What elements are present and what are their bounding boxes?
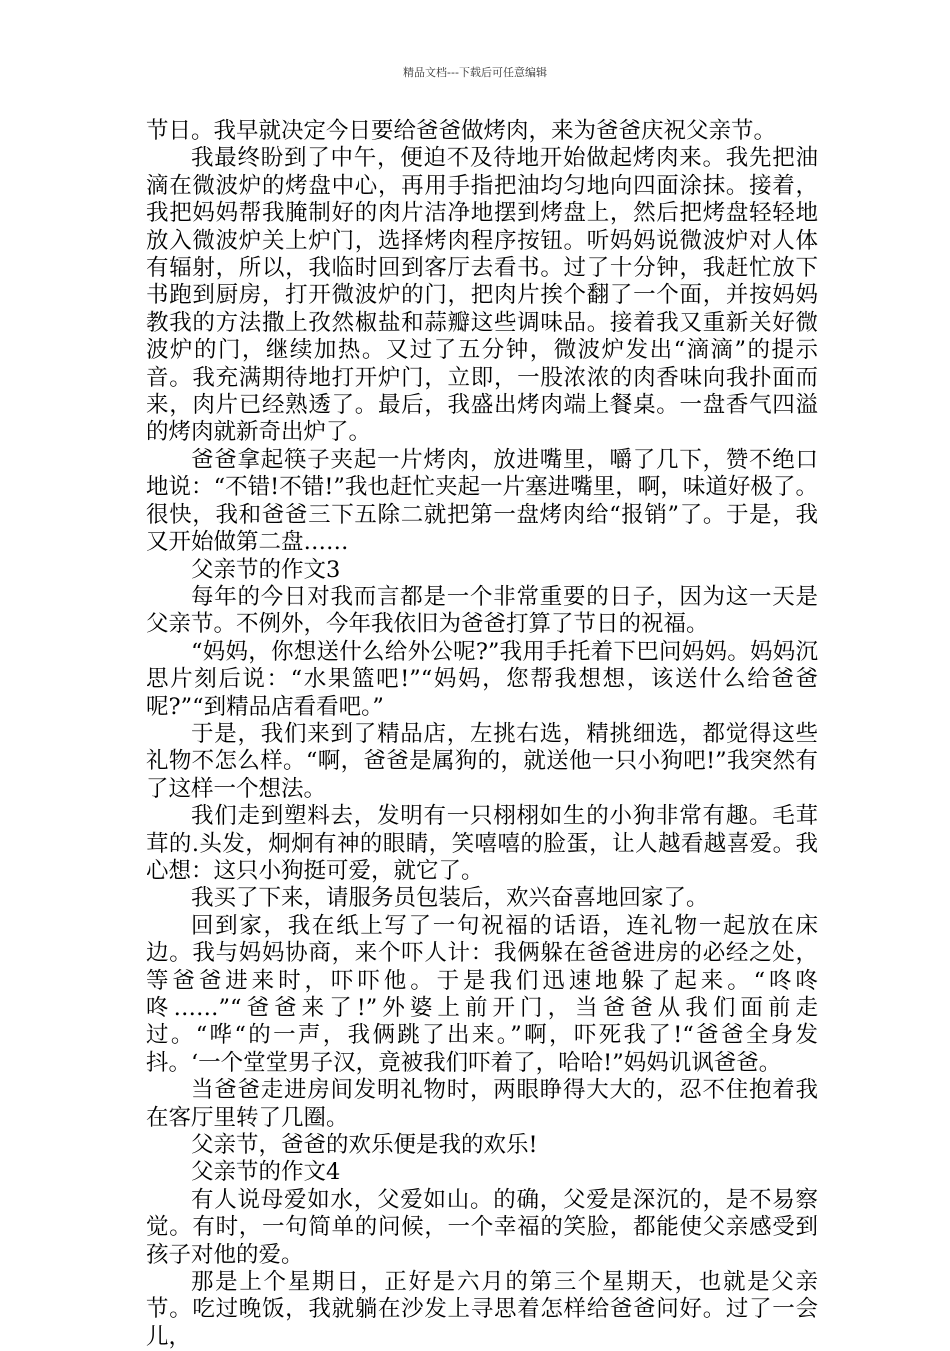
paragraph: 节日。我早就决定今日要给爸爸做烤肉，来为爸爸庆祝父亲节。 [146, 118, 777, 144]
paragraph: 于是，我们来到了精品店，左挑右选，精挑细选，都觉得这些礼物不怎么样。“啊，爸爸是属狗的，就送他一只小狗吧!”我突然有了这样一个想法。 [146, 720, 818, 802]
paragraph: 回到家，我在纸上写了一句祝福的话语，连礼物一起放在床边。我与妈妈协商，来个吓人计：我俩躲在爸爸进房的必经之处，等爸爸进来时，吓吓他。于是我们迅速地躲了起来。“咚咚咚……”“爸爸来了!”外婆上前开门，当爸爸从我们面前走过。“哗“的一声，我俩跳了出来。”啊，吓死我了!“爸爸全身发抖。‘一个堂堂男子汉，竟被我们吓着了，哈哈!”妈妈讥讽爸爸。 [146, 912, 818, 1076]
section-heading: 父亲节的作文3 [191, 556, 341, 583]
paragraph: 我最终盼到了中午，便迫不及待地开始做起烤肉来。我先把油滴在微波炉的烤盘中心，再用手指把油均匀地向四面涂抹。接着，我把妈妈帮我腌制好的肉片洁净地摆到烤盘上，然后把烤盘轻轻地放入微波炉关上炉门，选择烤肉程序按钮。听妈妈说微波炉对人体有辐射，所以，我临时回到客厅去看书。过了十分钟，我赶忙放下书跑到厨房，打开微波炉的门，把肉片挨个翻了一个面，并按妈妈教我的方法撒上孜然椒盐和蒜瓣这些调味品。接着我又重新关好微波炉的门，继续加热。又过了五分钟，微波炉发出“滴滴”的提示音。我充满期待地打开炉门，立即，一股浓浓的肉香味向我扑面而来，肉片已经熟透了。最后，我盛出烤肉端上餐桌。一盘香气四溢的烤肉就新奇出炉了。 [146, 145, 818, 446]
paragraph: “妈妈，你想送什么给外公呢?”我用手托着下巴问妈妈。妈妈沉思片刻后说：“水果篮吧!”“妈妈，您帮我想想，该送什么给爸爸呢?”“到精品店看看吧。” [146, 638, 818, 720]
paragraph: 那是上个星期日，正好是六月的第三个星期天，也就是父亲节。吃过晚饭，我就躺在沙发上寻思着怎样给爸爸问好。过了一会儿， [146, 1269, 818, 1350]
paragraph: 有人说母爱如水，父爱如山。的确，父爱是深沉的，是不易察觉。有时，一句简单的问候，一个幸福的笑脸，都能使父亲感受到孩子对他的爱。 [146, 1186, 818, 1268]
paragraph: 我们走到塑料去，发明有一只栩栩如生的小狗非常有趣。毛茸茸的.头发，炯炯有神的眼睛，笑嘻嘻的脸蛋，让人越看越喜爱。我心想：这只小狗挺可爱，就它了。 [146, 803, 818, 884]
paragraph: 父亲节，爸爸的欢乐便是我的欢乐! [191, 1132, 538, 1159]
paragraph: 当爸爸走进房间发明礼物时，两眼睁得大大的，忍不住抱着我在客厅里转了几圈。 [146, 1077, 818, 1131]
paragraph: 每年的今日对我而言都是一个非常重要的日子，因为这一天是父亲节。不例外，今年我依旧为爸爸打算了节日的祝福。 [146, 583, 818, 638]
paragraph: 爸爸拿起筷子夹起一片烤肉，放进嘴里，嚼了几下，赞不绝口地说：“不错!不错!”我也赶忙夹起一片塞进嘴里，啊，味道好极了。很快，我和爸爸三下五除二就把第一盘烤肉给“报销”了。于是，我又开始做第二盘…… [146, 446, 818, 556]
section-heading: 父亲节的作文4 [191, 1159, 341, 1186]
document-body [146, 118, 818, 1351]
page-header: 精品文档---下载后可任意编辑 [403, 66, 547, 79]
paragraph: 我买了下来，请服务员包装后，欢兴奋喜地回家了。 [191, 885, 709, 912]
